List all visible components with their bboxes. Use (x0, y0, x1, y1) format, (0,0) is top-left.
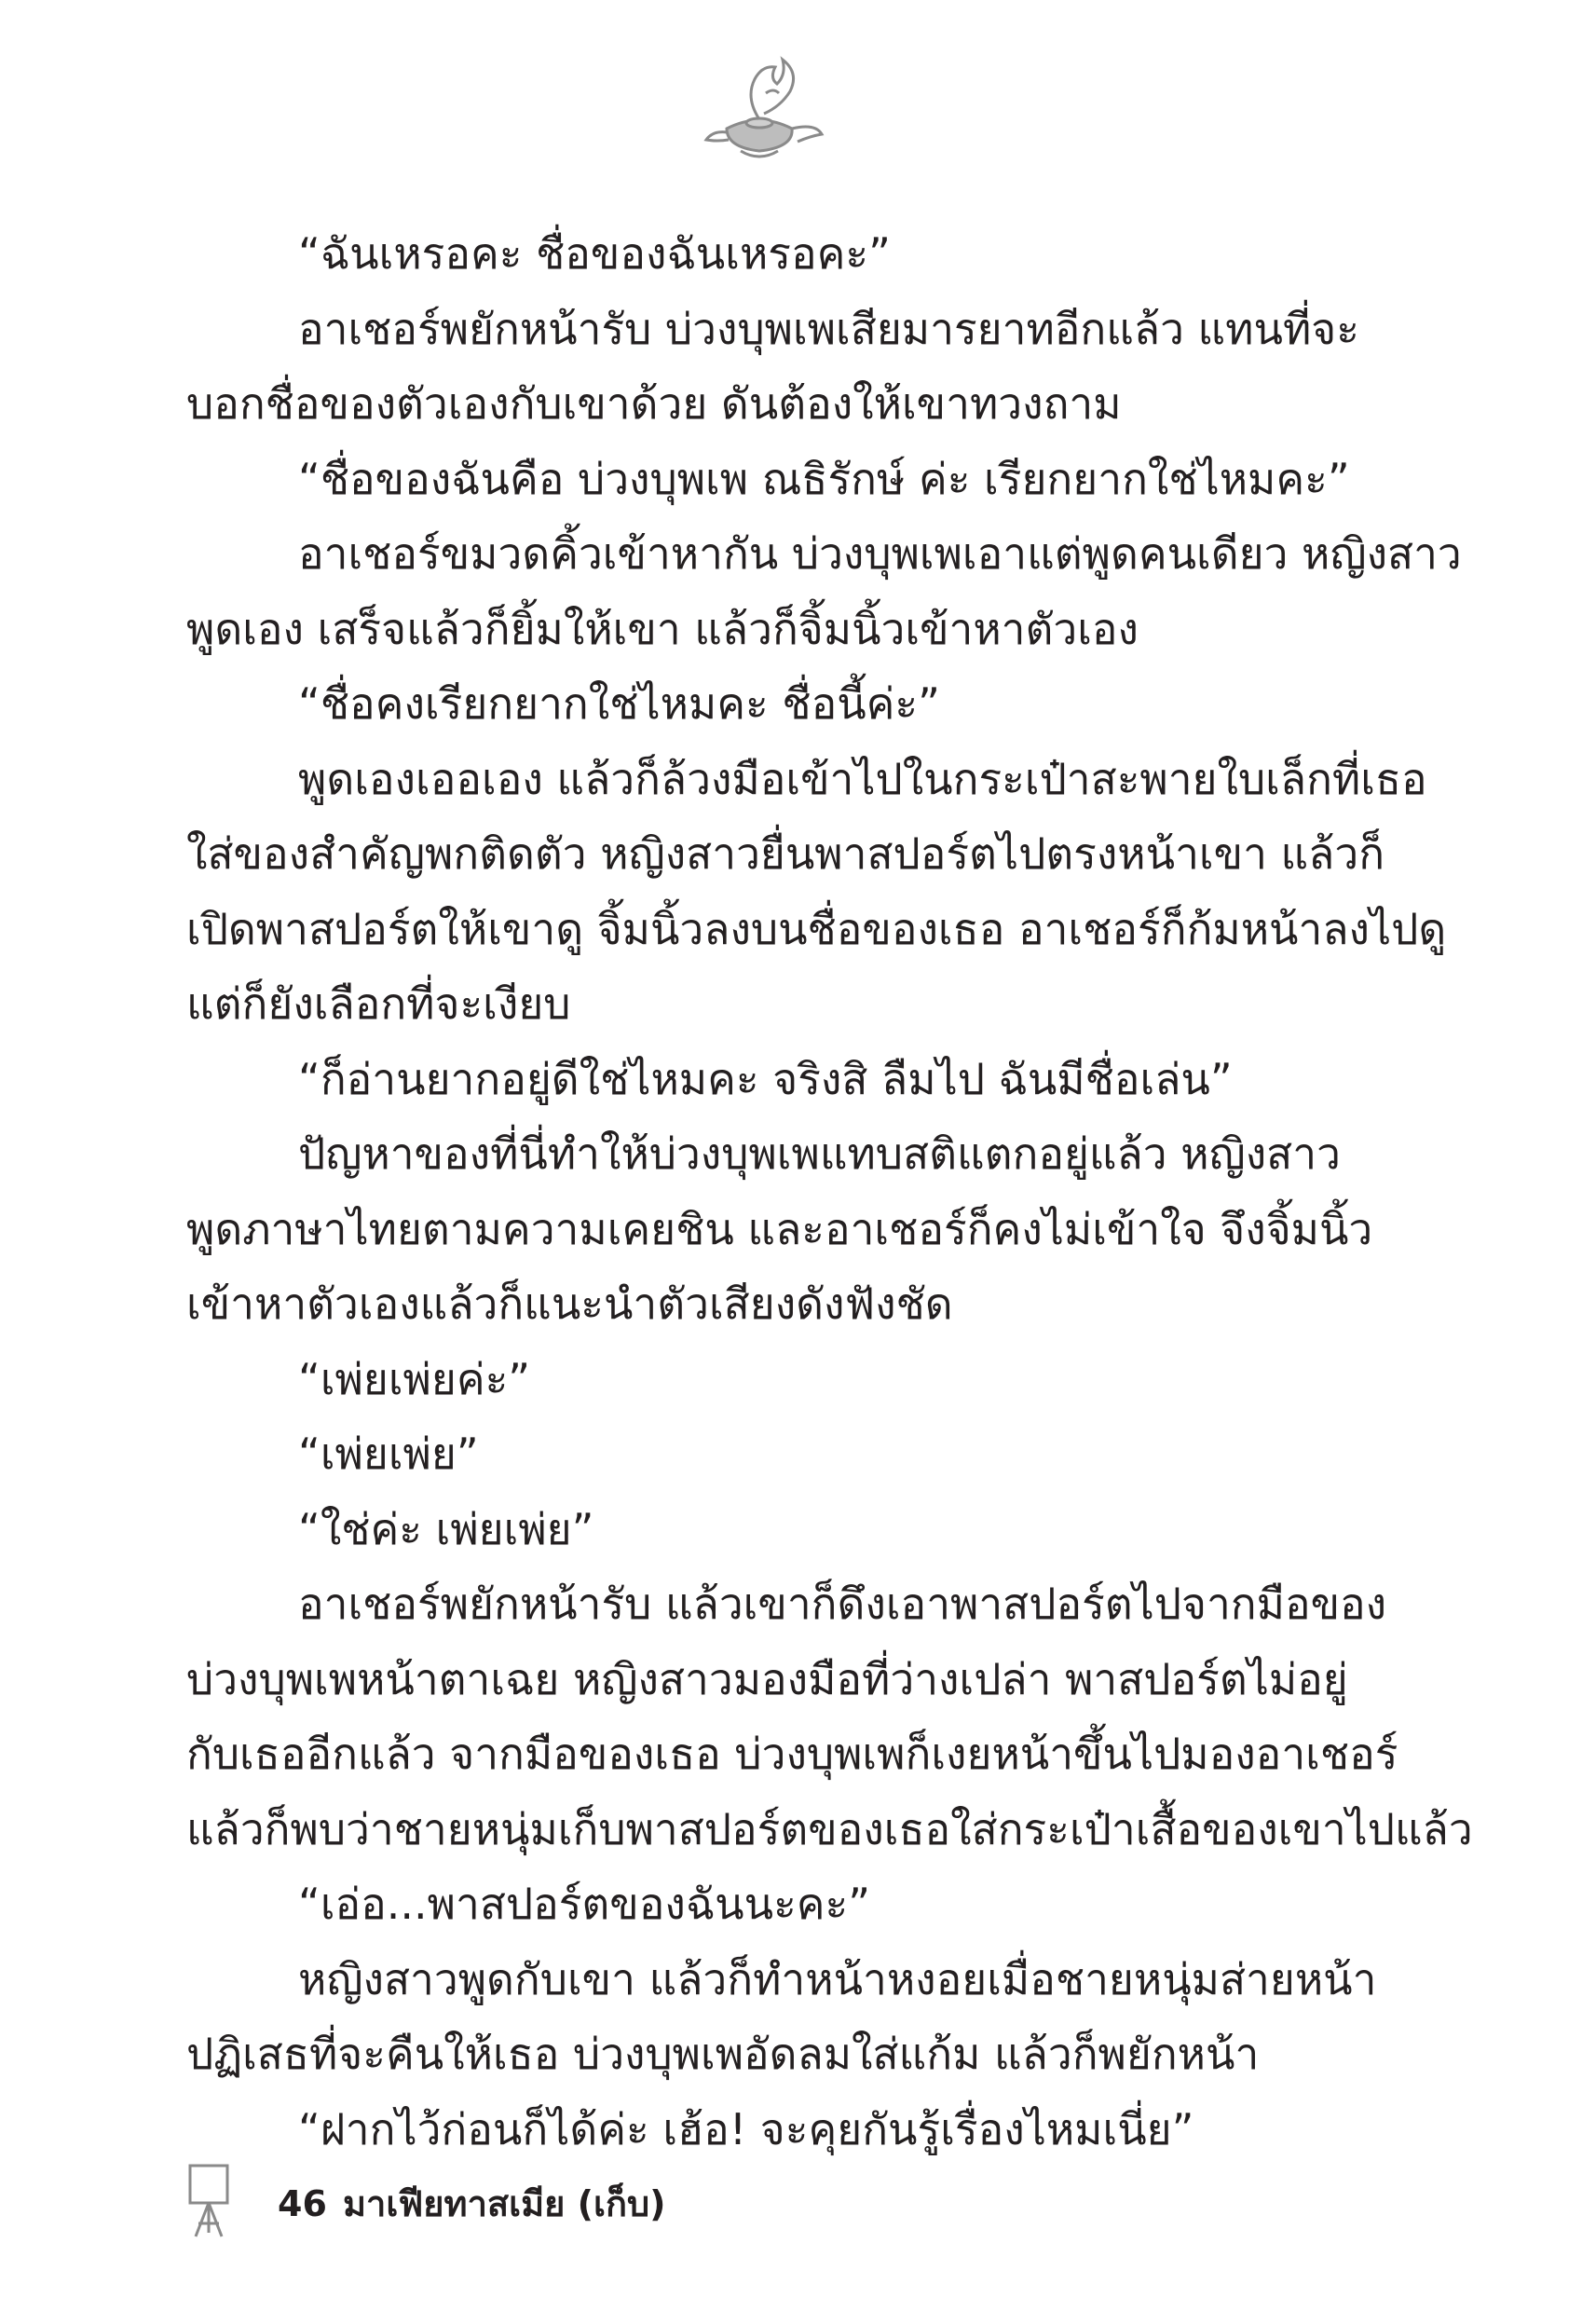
text-line: “ใช่ค่ะ เพ่ยเพ่ย” (298, 1503, 594, 1554)
text-line: “เพ่ยเพ่ย” (298, 1429, 479, 1479)
text-line: อาเชอร์ขมวดคิ้วเข้าหากัน บ่วงบุพเพเอาแต่พูดคนเดียว หญิงสาว (298, 528, 1462, 579)
text-line: เข้าหาตัวเองแล้วก็แนะนำตัวเสียงดังฟังชัด (186, 1279, 953, 1329)
page-footer (186, 2162, 1025, 2246)
text-line: “ฝากไว้ก่อนก็ได้ค่ะ เฮ้อ! จะคุยกันรู้เรื่องไหมเนี่ย” (298, 2103, 1194, 2154)
text-line: แล้วก็พบว่าชายหนุ่มเก็บพาสปอร์ตของเธอใส่กระเป๋าเสื้อของเขาไปแล้ว (186, 1803, 1473, 1854)
text-line: พูดภาษาไทยตามความเคยชิน และอาเชอร์ก็คงไม่เข้าใจ จึงจิ้มนิ้ว (186, 1203, 1373, 1254)
text-line: อาเชอร์พยักหน้ารับ บ่วงบุพเพเสียมารยาทอีกแล้ว แทนที่จะ (298, 303, 1359, 354)
text-line: หญิงสาวพูดกับเขา แล้วก็ทำหน้าหงอยเมื่อชายหนุ่มส่ายหน้า (298, 1953, 1377, 2004)
text-line: บอกชื่อของตัวเองกับเขาด้วย ดันต้องให้เขาทวงถาม (186, 378, 1122, 429)
text-line: ใส่ของสำคัญพกติดตัว หญิงสาวยื่นพาสปอร์ตไปตรงหน้าเขา แล้วก็ (186, 828, 1385, 879)
text-line: อาเชอร์พยักหน้ารับ แล้วเขาก็ดึงเอาพาสปอร์ตไปจากมือของ (298, 1579, 1387, 1629)
text-line: ปัญหาของที่นี่ทำให้บ่วงบุพเพแทบสติแตกอยู่แล้ว หญิงสาว (298, 1128, 1341, 1179)
text-line: แต่ก็ยังเลือกที่จะเงียบ (186, 978, 571, 1029)
text-line: “เพ่ยเพ่ยค่ะ” (298, 1353, 531, 1404)
text-line: “ก็อ่านยากอยู่ดีใช่ไหมคะ จริงสิ ลืมไป ฉันมีชื่อเล่น” (298, 1053, 1233, 1104)
easel-icon (186, 2162, 231, 2240)
book-title: มาเฟียทาสเมีย (เก็บ) (343, 2183, 666, 2224)
text-line: เปิดพาสปอร์ตให้เขาดู จิ้มนิ้วลงบนชื่อของเธอ อาเชอร์ก็ก้มหน้าลงไปดู (186, 903, 1447, 954)
page-number: 46 (278, 2183, 327, 2224)
text-line: “ชื่อของฉันคือ บ่วงบุพเพ ณธิรักษ์ ค่ะ เรียกยากใช่ไหมคะ” (298, 453, 1350, 504)
text-line: พูดเอง เสร็จแล้วก็ยิ้มให้เขา แล้วก็จิ้มนิ้วเข้าหาตัวเอง (186, 603, 1139, 654)
text-line: บ่วงบุพเพหน้าตาเฉย หญิงสาวมองมือที่ว่างเปล่า พาสปอร์ตไม่อยู่ (186, 1653, 1348, 1704)
text-line: “เอ่อ...พาสปอร์ตของฉันนะคะ” (298, 1879, 871, 1929)
body-text (186, 216, 1473, 2167)
text-line: พูดเองเออเอง แล้วก็ล้วงมือเข้าไปในกระเป๋าสะพายใบเล็กที่เธอ (298, 753, 1427, 804)
text-line: “ฉันเหรอคะ ชื่อของฉันเหรอคะ” (298, 228, 891, 279)
text-line: ปฏิเสธที่จะคืนให้เธอ บ่วงบุพเพอัดลมใส่แก้ม แล้วก็พยักหน้า (186, 2029, 1260, 2079)
text-line: “ชื่อคงเรียกยากใช่ไหมคะ ชื่อนี้ค่ะ” (298, 678, 940, 729)
genie-lamp-ornament-icon (689, 47, 829, 168)
text-line: กับเธออีกแล้ว จากมือของเธอ บ่วงบุพเพก็เงยหน้าขึ้นไปมองอาเชอร์ (186, 1729, 1398, 1779)
